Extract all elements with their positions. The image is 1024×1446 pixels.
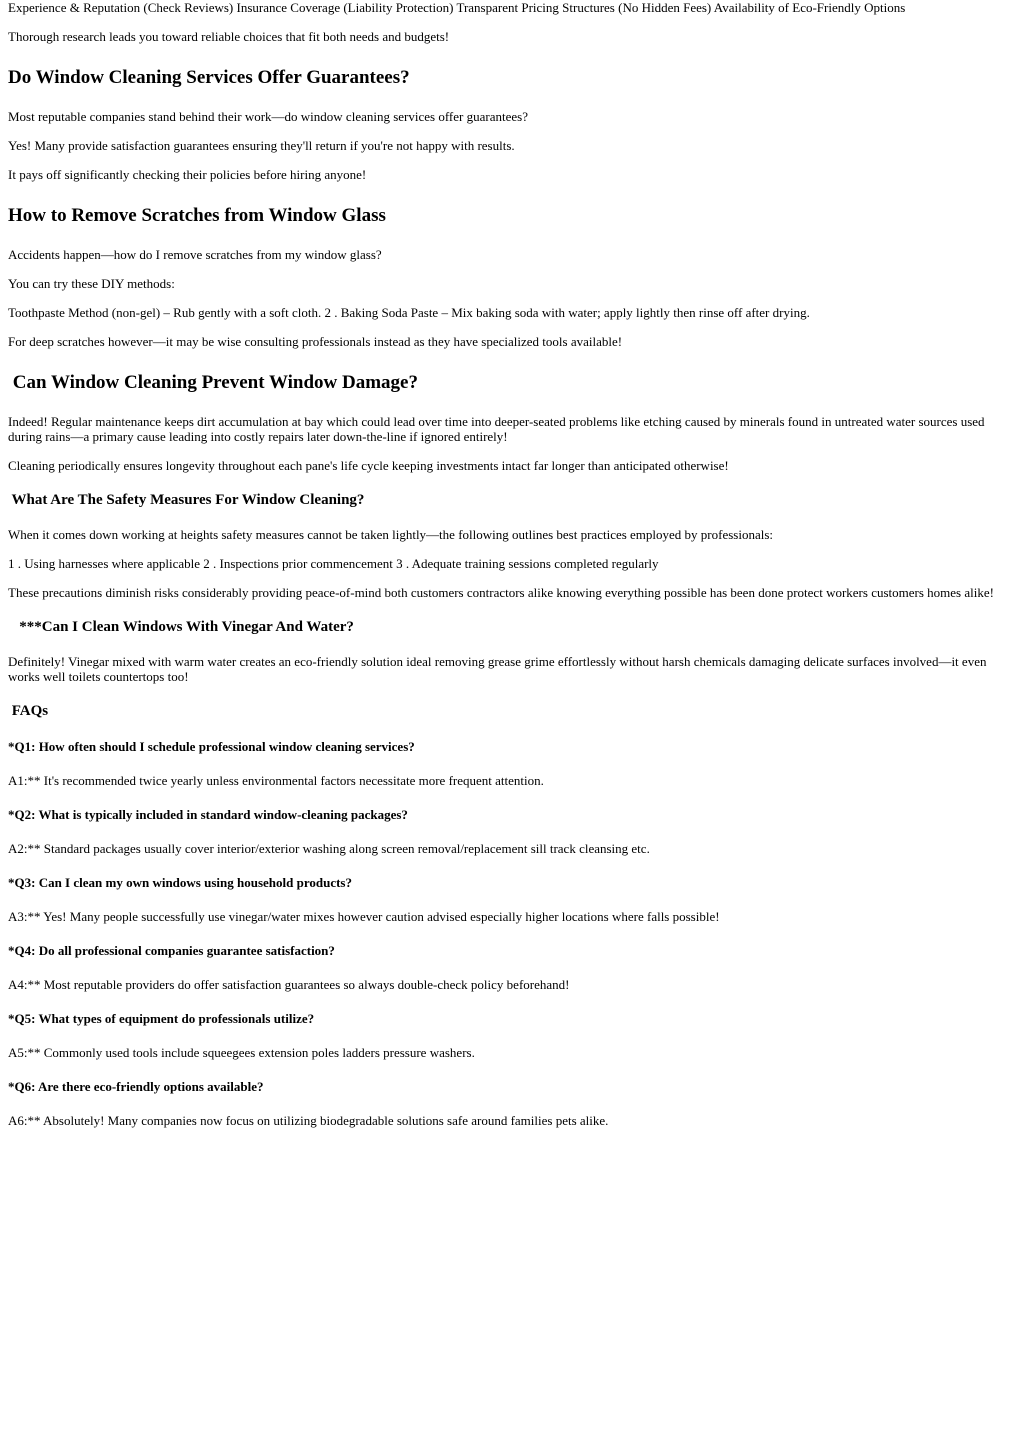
faq-answer: A3:** Yes! Many people successfully use vinegar/water mixes however caution advised especially higher locations where falls possible! (8, 909, 720, 924)
faq-list (8, 739, 1016, 1128)
faq-question: *Q5: What types of equipment do professionals utilize? (8, 1011, 315, 1026)
damage-paragraph: Cleaning periodically ensures longevity throughout each pane's life cycle keeping investments intact far longer than anticipated otherwise! (8, 458, 729, 473)
faqs-heading: FAQs (8, 703, 49, 719)
research-line: Thorough research leads you toward reliable choices that fit both needs and budgets! (8, 29, 450, 44)
scratches-paragraph: For deep scratches however—it may be wise consulting professionals instead as they have specialized tools available! (8, 334, 623, 349)
faq-answer: A1:** It's recommended twice yearly unless environmental factors necessitate more frequent attention. (8, 773, 544, 788)
faq-question: *Q3: Can I clean my own windows using household products? (8, 875, 352, 890)
guarantees-paragraph: It pays off significantly checking their policies before hiring anyone! (8, 167, 367, 182)
scratches-paragraph: Toothpaste Method (non-gel) – Rub gently with a soft cloth. 2 . Baking Soda Paste – Mix baking soda with water; apply lightly then rinse off after drying. (8, 305, 810, 320)
criteria-line: Experience & Reputation (Check Reviews) Insurance Coverage (Liability Protection) Transparent Pricing Structures (No Hidden Fees) Availability of Eco-Friendly Options (8, 0, 906, 15)
vinegar-paragraph: Definitely! Vinegar mixed with warm water creates an eco-friendly solution ideal removing grease grime effortlessly without harsh chemicals damaging delicate surfaces involved—it even works well toilets countertops too! (8, 654, 987, 684)
faq-answer: A4:** Most reputable providers do offer satisfaction guarantees so always double-check policy beforehand! (8, 977, 570, 992)
guarantees-heading: Do Window Cleaning Services Offer Guarantees? (8, 67, 410, 88)
scratches-heading: How to Remove Scratches from Window Glass (8, 205, 386, 226)
faq-answer: A5:** Commonly used tools include squeegees extension poles ladders pressure washers. (8, 1045, 475, 1060)
guarantees-paragraph: Yes! Many provide satisfaction guarantees ensuring they'll return if you're not happy with results. (8, 138, 515, 153)
guarantees-paragraph: Most reputable companies stand behind their work—do window cleaning services offer guarantees? (8, 109, 528, 124)
scratches-paragraph: You can try these DIY methods: (8, 276, 175, 291)
scratches-paragraph: Accidents happen—how do I remove scratches from my window glass? (8, 247, 382, 262)
safety-heading: What Are The Safety Measures For Window Cleaning? (8, 492, 365, 508)
faq-question: *Q1: How often should I schedule professional window cleaning services? (8, 739, 415, 754)
safety-paragraph: When it comes down working at heights safety measures cannot be taken lightly—the following outlines best practices employed by professionals: (8, 527, 774, 542)
damage-heading: Can Window Cleaning Prevent Window Damage? (8, 372, 418, 393)
safety-paragraph: 1 . Using harnesses where applicable 2 . Inspections prior commencement 3 . Adequate training sessions completed regularly (8, 556, 659, 571)
safety-paragraph: These precautions diminish risks considerably providing peace-of-mind both customers contractors alike knowing everything possible has been done protect workers customers homes alike! (8, 585, 994, 600)
faq-question: *Q2: What is typically included in standard window-cleaning packages? (8, 807, 408, 822)
faq-question: *Q4: Do all professional companies guarantee satisfaction? (8, 943, 335, 958)
faq-answer: A2:** Standard packages usually cover interior/exterior washing along screen removal/replacement sill track cleansing etc. (8, 841, 650, 856)
faq-answer: A6:** Absolutely! Many companies now focus on utilizing biodegradable solutions safe around families pets alike. (8, 1113, 609, 1128)
faq-question: *Q6: Are there eco-friendly options available? (8, 1079, 264, 1094)
damage-paragraph: Indeed! Regular maintenance keeps dirt accumulation at bay which could lead over time into deeper-seated problems like etching caused by minerals found in untreated water sources used during rains—a primary cause leading into costly repairs later down-the-line if ignored entirely! (8, 414, 985, 444)
vinegar-heading: ***Can I Clean Windows With Vinegar And Water? (8, 619, 354, 635)
